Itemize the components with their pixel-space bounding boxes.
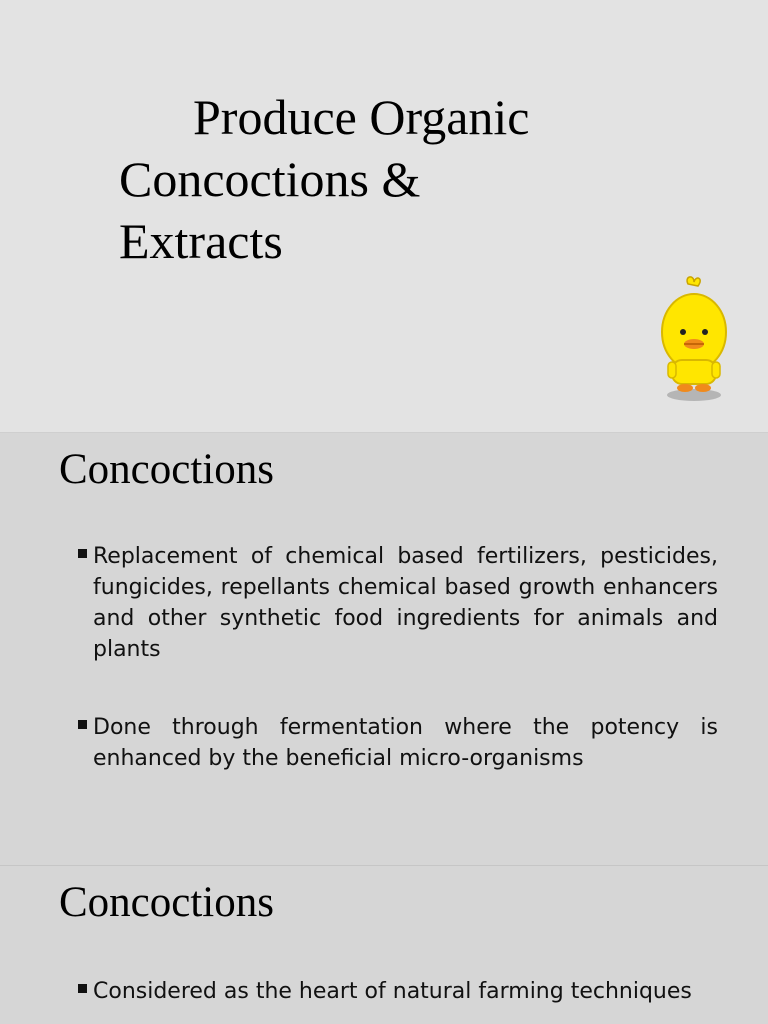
bullet-text: Considered as the heart of natural farming techniques	[93, 979, 692, 1004]
section-heading: Concoctions	[59, 879, 274, 926]
concoctions-slide-1	[0, 433, 768, 866]
title-line-3: Extracts	[119, 213, 283, 269]
bullet-list	[78, 541, 718, 821]
bullet-item	[78, 976, 718, 1007]
title-line-1: Produce Organic	[193, 89, 530, 145]
bullet-text: Replacement of chemical based fertilizers, pesticides, fungicides, repellants chemical based growth enhancers and other synthetic food ingredients for animals and plants	[93, 544, 718, 662]
square-bullet-icon	[78, 549, 87, 558]
bullet-item	[78, 712, 718, 774]
section-heading: Concoctions	[59, 446, 274, 493]
title-slide	[0, 0, 768, 433]
title-line-2: Concoctions &	[119, 151, 421, 207]
bullet-list	[78, 976, 718, 1024]
bullet-text: Done through fermentation where the potency is enhanced by the beneficial micro-organisms	[93, 715, 718, 771]
square-bullet-icon	[78, 984, 87, 993]
concoctions-slide-2	[0, 866, 768, 1024]
square-bullet-icon	[78, 720, 87, 729]
bullet-item	[78, 541, 718, 665]
slide-title	[119, 86, 679, 272]
yellow-chick-icon	[654, 274, 734, 404]
